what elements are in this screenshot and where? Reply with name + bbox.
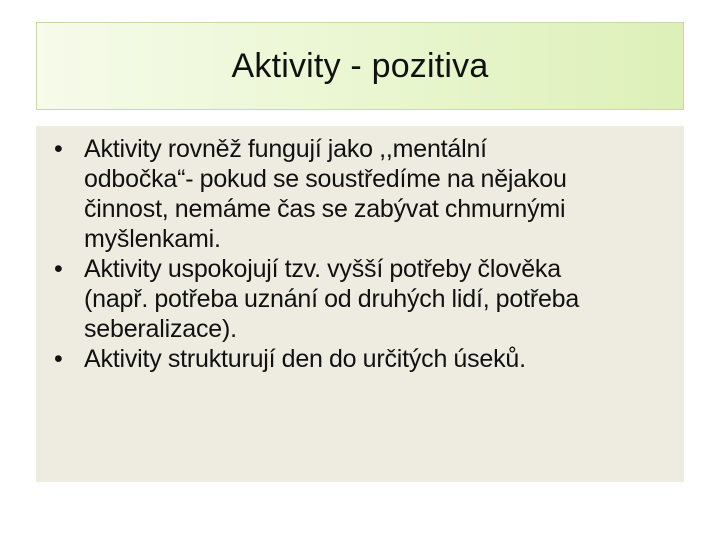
slide-title: Aktivity - pozitiva <box>231 46 489 85</box>
bullet-3-line-1: Aktivity strukturují den do určitých úseků. <box>84 345 526 373</box>
bullet-1-line-1: Aktivity rovněž fungují jako ,,mentální <box>84 135 487 163</box>
bullet-1-line-2: odbočka“- pokud se soustředíme na nějakou <box>84 165 567 193</box>
bullet-1-line-3: činnost, nemáme čas se zabývat chmurnými <box>84 195 566 223</box>
bullet-2-line-1: Aktivity uspokojují tzv. vyšší potřeby člověka <box>84 255 561 283</box>
bullet-item-1 <box>50 134 670 254</box>
bullet-2-line-3: seberalizace). <box>84 315 237 343</box>
bullet-2-line-2: (např. potřeba uznání od druhých lidí, potřeba <box>84 285 580 313</box>
bullet-item-3 <box>50 344 670 374</box>
bullet-list <box>50 134 670 374</box>
content-box <box>36 126 684 482</box>
title-box <box>36 22 684 110</box>
bullet-item-2 <box>50 254 670 344</box>
bullet-icon: • <box>54 255 63 283</box>
bullet-icon: • <box>54 135 63 163</box>
bullet-1-line-4: myšlenkami. <box>84 225 221 253</box>
bullet-icon: • <box>54 345 63 373</box>
